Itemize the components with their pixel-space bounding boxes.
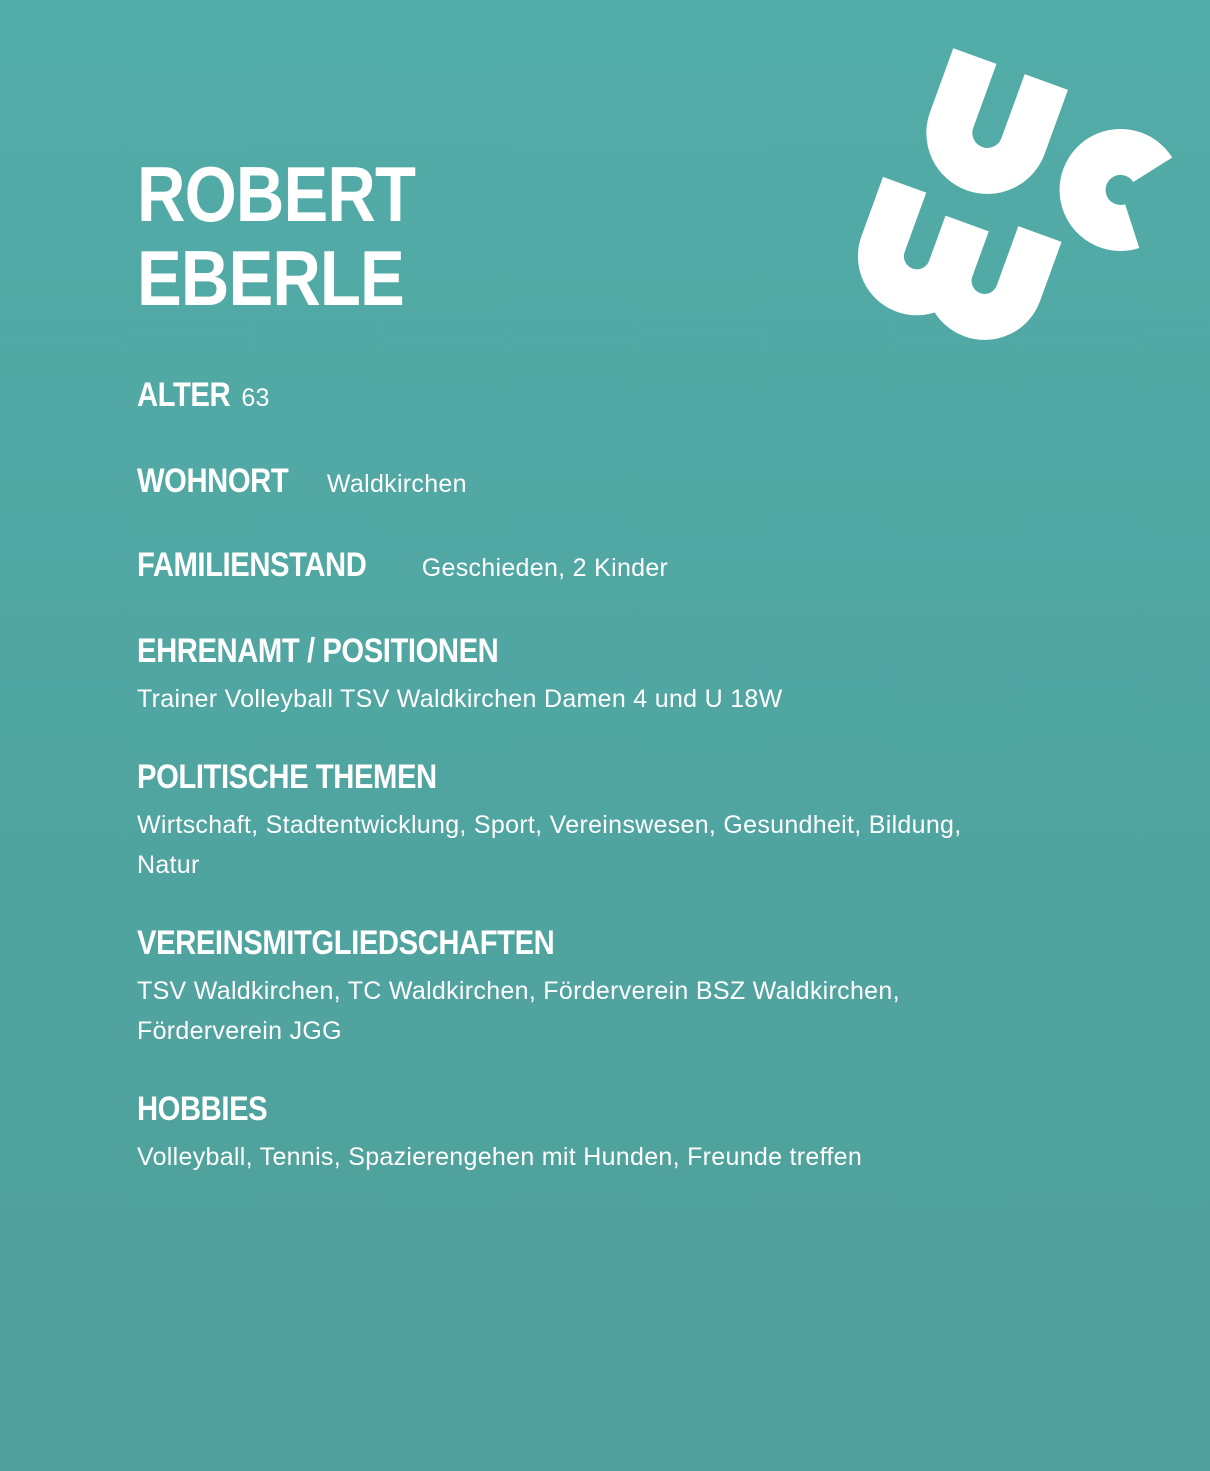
alter-value: 63 xyxy=(241,384,270,412)
familienstand-value: Geschieden, 2 Kinder xyxy=(421,554,669,582)
vereine-label: VEREINSMITGLIEDSCHAFTEN xyxy=(137,924,555,962)
section-vereinsmitgliedschaften xyxy=(137,924,1057,1051)
last-name: EBERLE xyxy=(137,234,404,322)
themen-label: POLITISCHE THEMEN xyxy=(137,758,437,796)
section-hobbies xyxy=(137,1090,1057,1177)
ehrenamt-label: EHRENAMT / POSITIONEN xyxy=(137,632,499,670)
wohnort-value: Waldkirchen xyxy=(326,470,467,498)
hobbies-label: HOBBIES xyxy=(137,1090,268,1128)
first-name: ROBERT xyxy=(137,150,416,238)
candidate-name xyxy=(137,152,415,320)
vereine-text: TSV Waldkirchen, TC Waldkirchen, Förderverein BSZ Waldkirchen, Förderverein JGG xyxy=(137,977,900,1045)
uw-logo-icon xyxy=(830,36,1180,396)
ehrenamt-text: Trainer Volleyball TSV Waldkirchen Damen 4 und U 18W xyxy=(137,685,783,713)
fact-familienstand xyxy=(137,546,668,585)
alter-label: ALTER xyxy=(137,376,231,414)
wohnort-label: WOHNORT xyxy=(137,462,289,500)
section-politische-themen xyxy=(137,758,1057,885)
fact-alter xyxy=(137,376,270,415)
section-ehrenamt xyxy=(137,632,1057,719)
fact-wohnort xyxy=(137,462,467,501)
hobbies-text: Volleyball, Tennis, Spazierengehen mit Hunden, Freunde treffen xyxy=(137,1143,863,1171)
familienstand-label: FAMILIENSTAND xyxy=(137,546,367,584)
themen-text: Wirtschaft, Stadtentwicklung, Sport, Vereinswesen, Gesundheit, Bildung, Natur xyxy=(137,811,962,879)
